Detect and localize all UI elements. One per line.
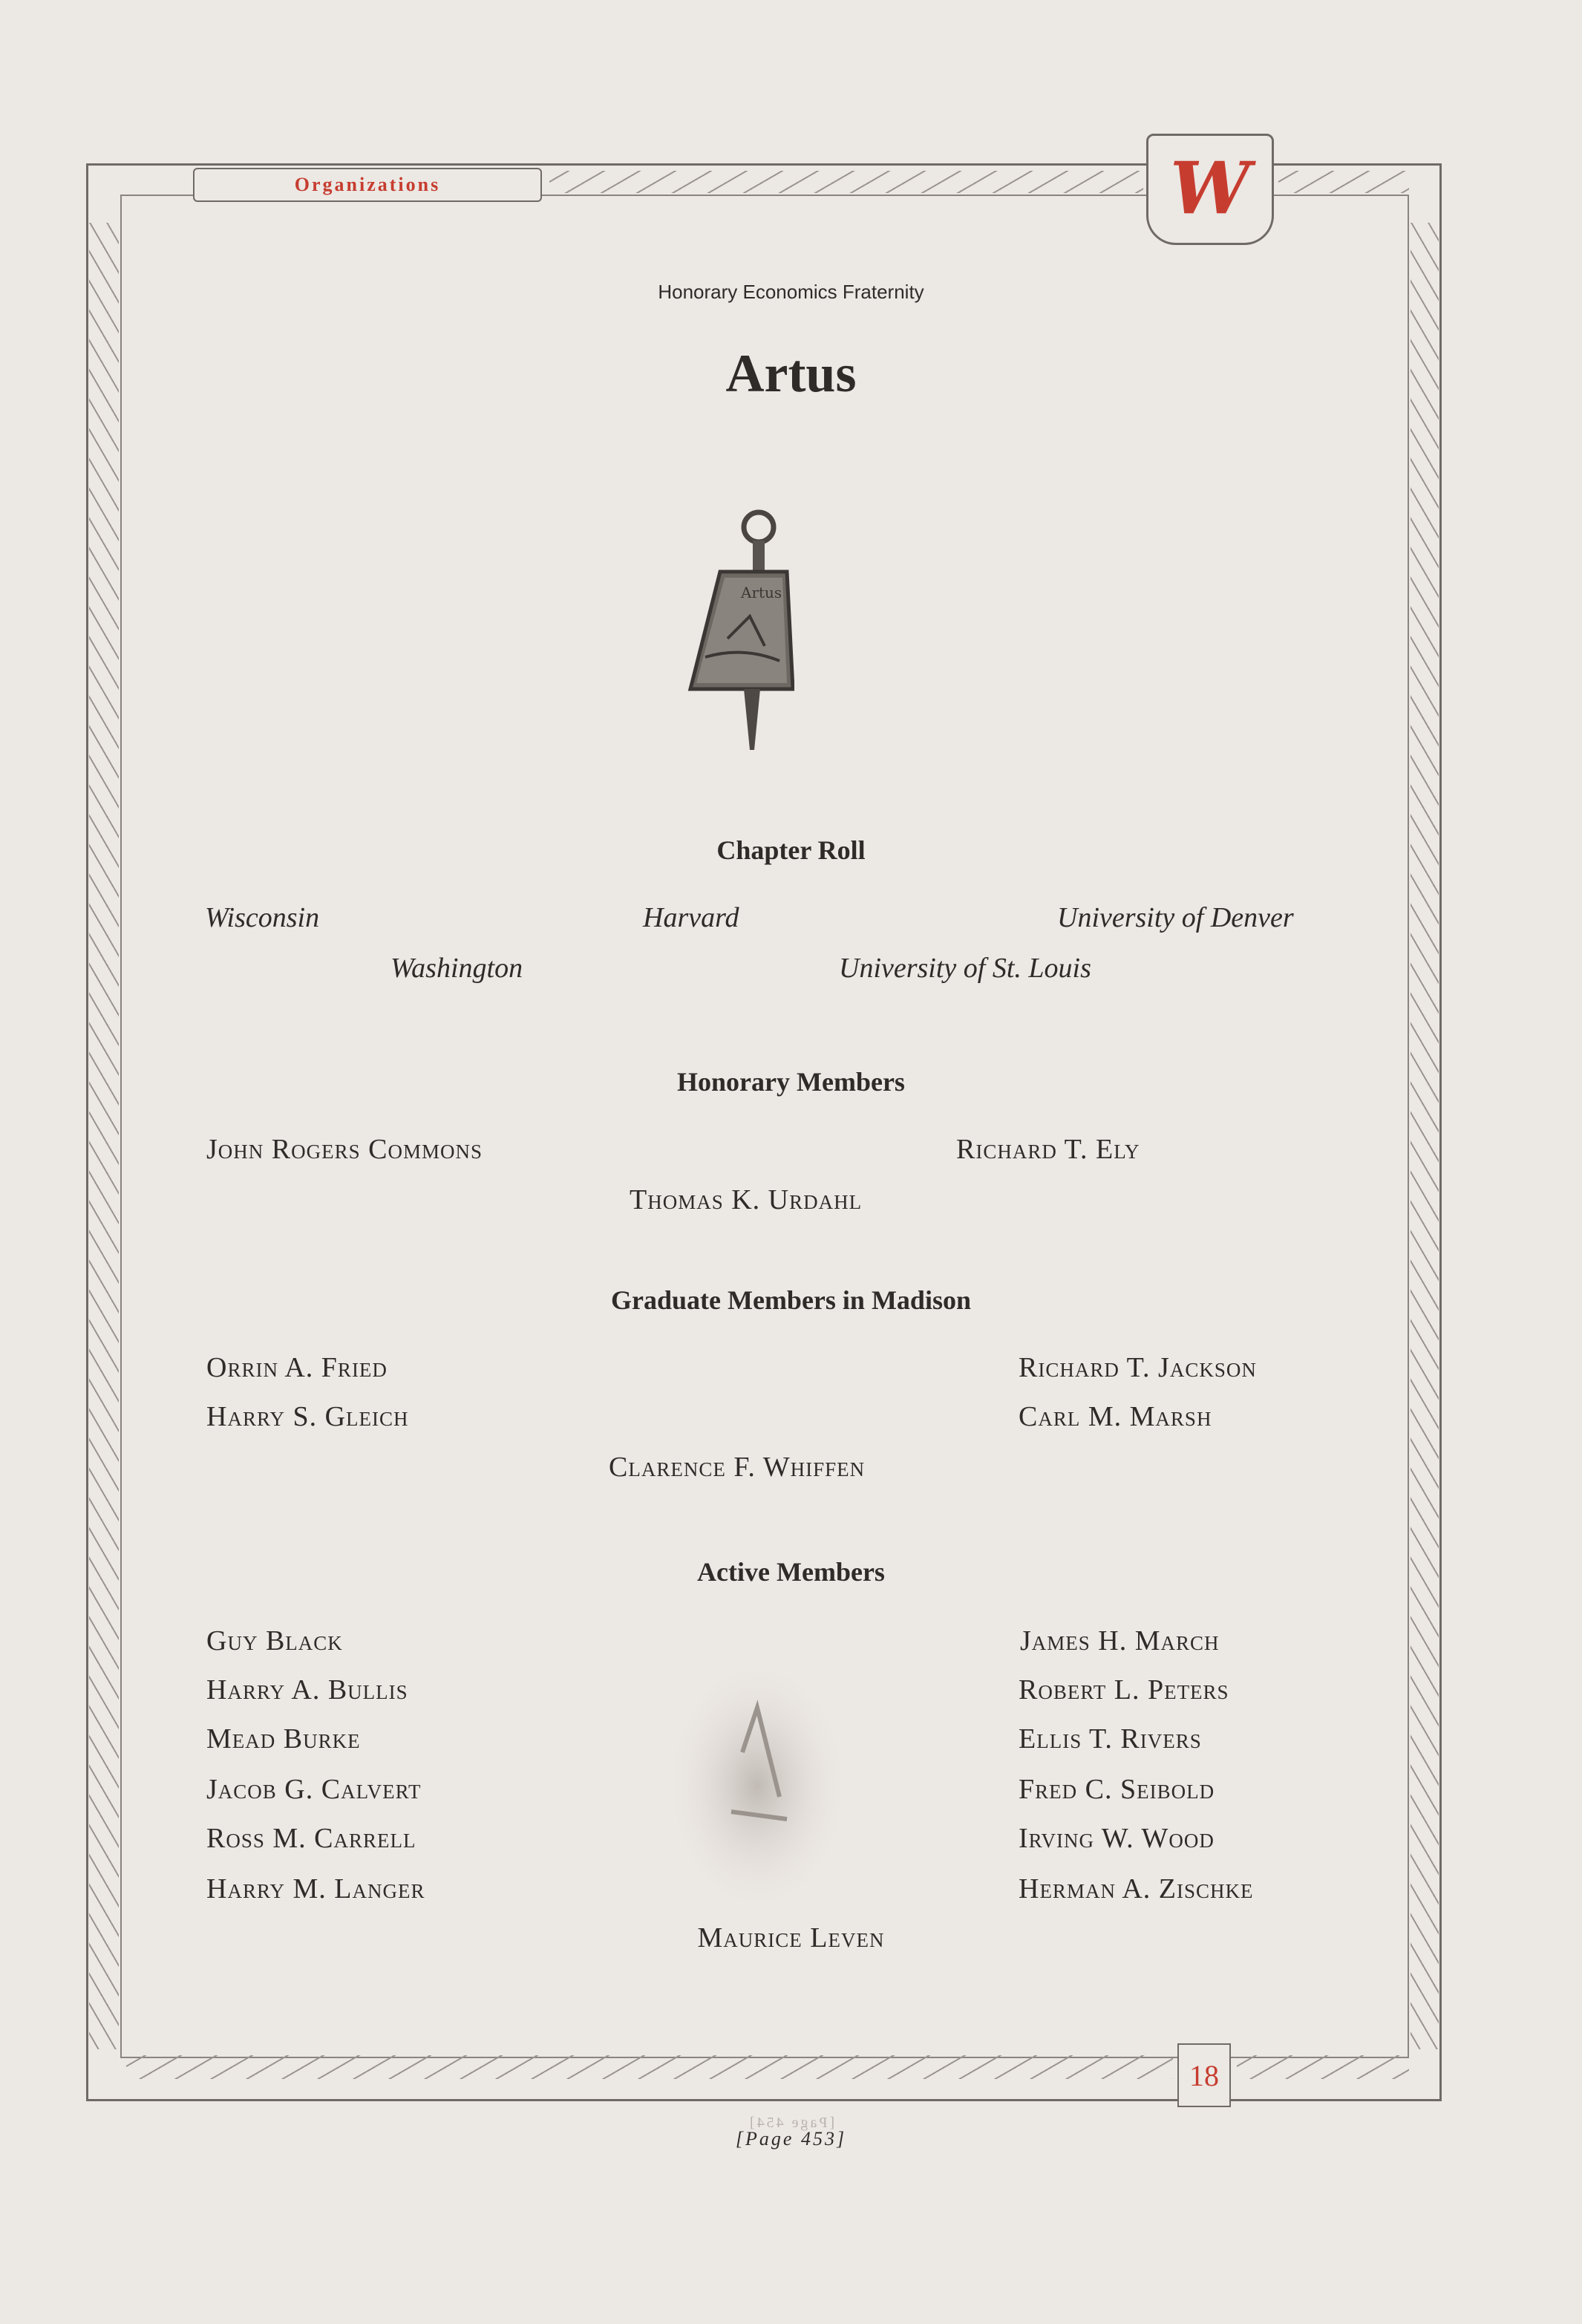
chapter-item: Wisconsin bbox=[205, 902, 320, 933]
fraternity-key-image bbox=[683, 505, 794, 757]
page-badge: 18 bbox=[1177, 2043, 1231, 2107]
border-band-bottom bbox=[126, 2055, 1173, 2079]
border-band-top bbox=[549, 171, 1143, 193]
member-name: Irving W. Wood bbox=[1019, 1823, 1215, 1854]
chapter-item: Harvard bbox=[643, 902, 739, 933]
chapter-item: Washington bbox=[390, 953, 523, 984]
member-name: Ross M. Carrell bbox=[206, 1823, 416, 1854]
member-name: Richard T. Ely bbox=[956, 1134, 1140, 1165]
member-name: Harry A. Bullis bbox=[206, 1674, 408, 1706]
member-name: Ellis T. Rivers bbox=[1019, 1723, 1202, 1755]
subtitle: Honorary Economics Fraternity bbox=[658, 281, 924, 303]
border-band-top-right bbox=[1278, 171, 1409, 193]
page-number-bleed: [Page 454] bbox=[747, 2115, 835, 2131]
faint-emblem-watermark bbox=[668, 1663, 846, 1908]
member-name: Maurice Leven bbox=[697, 1922, 885, 1953]
member-name: Herman A. Zischke bbox=[1019, 1873, 1254, 1904]
member-name: Clarence F. Whiffen bbox=[609, 1452, 866, 1483]
member-name: Thomas K. Urdahl bbox=[630, 1184, 863, 1215]
member-name: Richard T. Jackson bbox=[1019, 1352, 1257, 1383]
member-name: Fred C. Seibold bbox=[1019, 1774, 1215, 1805]
member-name: Harry M. Langer bbox=[206, 1873, 425, 1904]
member-name: John Rogers Commons bbox=[206, 1134, 483, 1165]
emblem-letter: W bbox=[1170, 146, 1250, 230]
member-name: Mead Burke bbox=[206, 1723, 361, 1755]
key-inscription: Artus bbox=[741, 584, 782, 601]
page-number: [Page 453] bbox=[735, 2128, 847, 2150]
chapter-roll-heading: Chapter Roll bbox=[716, 835, 866, 865]
member-name: James H. March bbox=[1020, 1625, 1220, 1656]
border-band-right bbox=[1411, 223, 1439, 2049]
section-label: Organizations bbox=[193, 168, 542, 202]
member-name: Jacob G. Calvert bbox=[206, 1774, 422, 1805]
honorary-members-heading: Honorary Members bbox=[677, 1067, 905, 1097]
emblem-shield bbox=[1146, 134, 1274, 245]
chapter-item: University of Denver bbox=[1057, 902, 1294, 933]
member-name: Harry S. Gleich bbox=[206, 1401, 409, 1432]
page-title: Artus bbox=[725, 344, 857, 403]
member-name: Carl M. Marsh bbox=[1019, 1401, 1212, 1432]
border-band-bottom-right bbox=[1237, 2055, 1409, 2079]
member-name: Orrin A. Fried bbox=[206, 1352, 388, 1383]
member-name: Guy Black bbox=[206, 1625, 343, 1656]
member-name: Robert L. Peters bbox=[1019, 1674, 1229, 1706]
border-band-left bbox=[89, 223, 119, 2049]
active-members-heading: Active Members bbox=[697, 1557, 885, 1587]
chapter-item: University of St. Louis bbox=[839, 953, 1091, 984]
graduate-members-heading: Graduate Members in Madison bbox=[611, 1285, 971, 1315]
